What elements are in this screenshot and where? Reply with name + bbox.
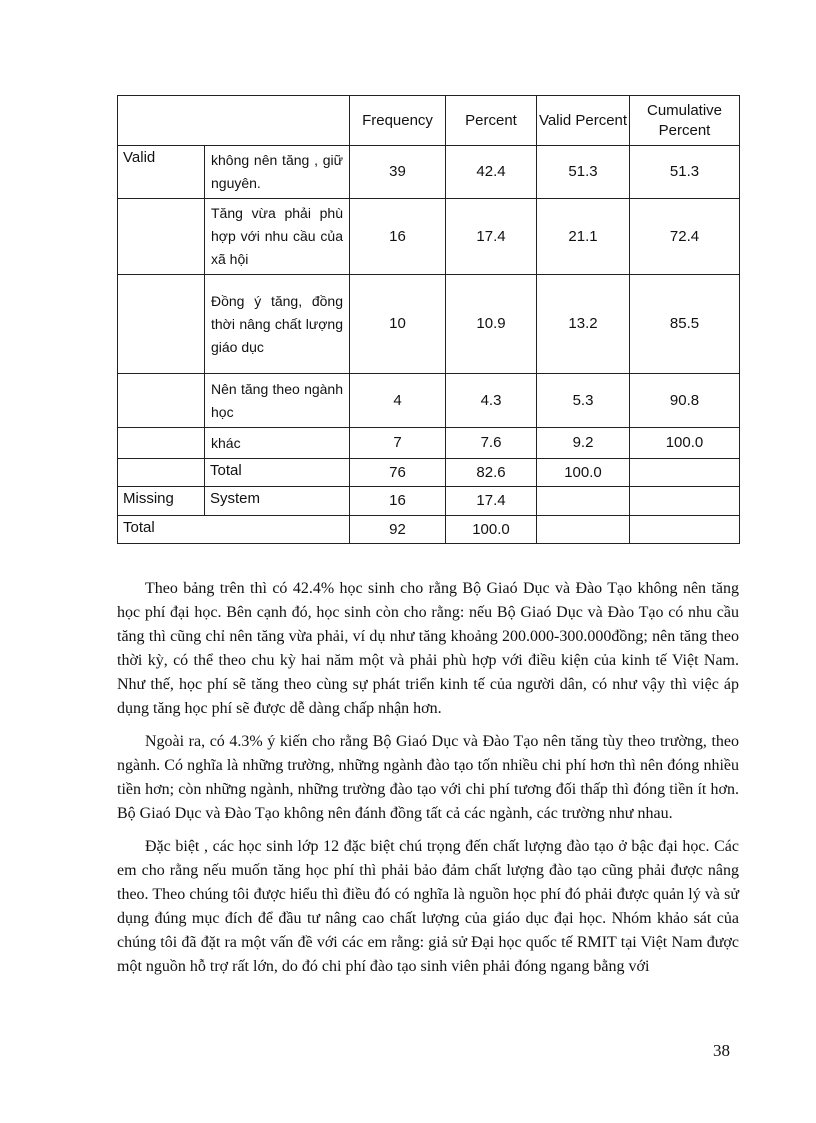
valid-percent-cell: 5.3 [537,374,630,428]
frequency-cell: 16 [350,487,446,516]
page-number: 38 [713,1041,730,1060]
cumulative-cell: 85.5 [630,275,740,374]
valid-percent-cell: 21.1 [537,199,630,275]
frequency-cell: 7 [350,428,446,459]
table-row [118,459,740,487]
frequency-cell: 39 [350,146,446,199]
percent-cell: 4.3 [446,374,537,428]
header-percent: Percent [446,96,537,146]
percent-cell: 82.6 [446,459,537,487]
grand-total-label: Total [118,516,350,544]
header-valid-percent: Valid Percent [537,96,630,146]
category-cell: không nên tăng , giữ nguyên. [205,146,350,199]
category-cell: Tăng vừa phải phù hợp với nhu cầu của xã hội [205,199,350,275]
table-row [118,516,740,544]
valid-percent-cell: 51.3 [537,146,630,199]
percent-cell: 17.4 [446,199,537,275]
missing-label: Missing [118,487,205,516]
cumulative-cell: 72.4 [630,199,740,275]
cumulative-cell: 100.0 [630,428,740,459]
percent-cell: 7.6 [446,428,537,459]
frequency-cell: 76 [350,459,446,487]
frequency-cell: 16 [350,199,446,275]
table-row [118,275,740,374]
missing-system-label: System [205,487,350,516]
percent-cell: 17.4 [446,487,537,516]
percent-cell: 10.9 [446,275,537,374]
paragraph: Theo bảng trên thì có 42.4% học sinh cho rằng Bộ Giaó Dục và Đào Tạo không nên tăng học phí đại học. Bên cạnh đó, học sinh còn cho rằng: nếu Bộ Giaó Dục và Đào Tạo có nhu cầu tăng thì cũng chỉ nên tăng vừa phải, ví dụ như tăng khoảng 200.000-300.000đồng; nên tăng theo thời kỳ, có thể theo chu kỳ hai năm một và phải phù hợp với điều kiện của kinh tế Việt Nam. Như thế, học phí sẽ tăng theo cùng sự phát triển kinh tế của người dân, có như vậy thì việc áp dụng tăng học phí sẽ được dễ dàng chấp nhận hơn. [117,580,739,717]
valid-percent-cell: 9.2 [537,428,630,459]
table-row [118,199,740,275]
frequency-cell: 4 [350,374,446,428]
frequency-cell: 92 [350,516,446,544]
table-row [118,374,740,428]
cumulative-cell: 90.8 [630,374,740,428]
table-row [118,487,740,516]
frequency-cell: 10 [350,275,446,374]
category-cell: Đồng ý tăng, đồng thời nâng chất lượng giáo dục [205,275,350,374]
valid-label: Valid [118,146,205,199]
table-row [118,428,740,459]
percent-cell: 100.0 [446,516,537,544]
category-cell: Nên tăng theo ngành học [205,374,350,428]
header-frequency: Frequency [350,96,446,146]
frequency-table [117,95,740,544]
category-cell: khác [205,428,350,459]
table-row [118,146,740,199]
valid-percent-cell: 13.2 [537,275,630,374]
valid-percent-cell: 100.0 [537,459,630,487]
valid-total-label: Total [205,459,350,487]
header-cumulative-percent: Cumulative Percent [630,96,740,146]
header-empty-cell [118,96,350,146]
body-text [117,577,739,988]
table-header-row [118,96,740,146]
percent-cell: 42.4 [446,146,537,199]
cumulative-cell: 51.3 [630,146,740,199]
paragraph: Đặc biệt , các học sinh lớp 12 đặc biệt chú trọng đến chất lượng đào tạo ở bậc đại học. Các em cho rằng nếu muốn tăng học phí thì phải bảo đảm chất lượng đào tạo cũng phải được nâng theo. Theo chúng tôi được hiểu thì điều đó có nghĩa là nguồn học phí đó phải được quản lý và sử dụng đúng mục đích để đầu tư nâng cao chất lượng của giáo dục đại học. Nhóm khảo sát của chúng tôi đã đặt ra một vấn đề với các em rằng: giả sử Đại học quốc tế RMIT tại Việt Nam được một nguồn hỗ trợ rất lớn, do đó chi phí đào tạo sinh viên phải đóng ngang bằng với [117,838,739,975]
paragraph: Ngoài ra, có 4.3% ý kiến cho rằng Bộ Giaó Dục và Đào Tạo nên tăng tùy theo trường, theo ngành. Có nghĩa là những trường, những ngành đào tạo tốn nhiều chi phí hơn thì nên đóng nhiều tiền hơn; còn những ngành, những trường đào tạo với chi phí tương đối thấp thì đóng tiền ít hơn. Bộ Giaó Dục và Đào Tạo không nên đánh đồng tất cả các ngành, các trường như nhau. [117,733,739,822]
